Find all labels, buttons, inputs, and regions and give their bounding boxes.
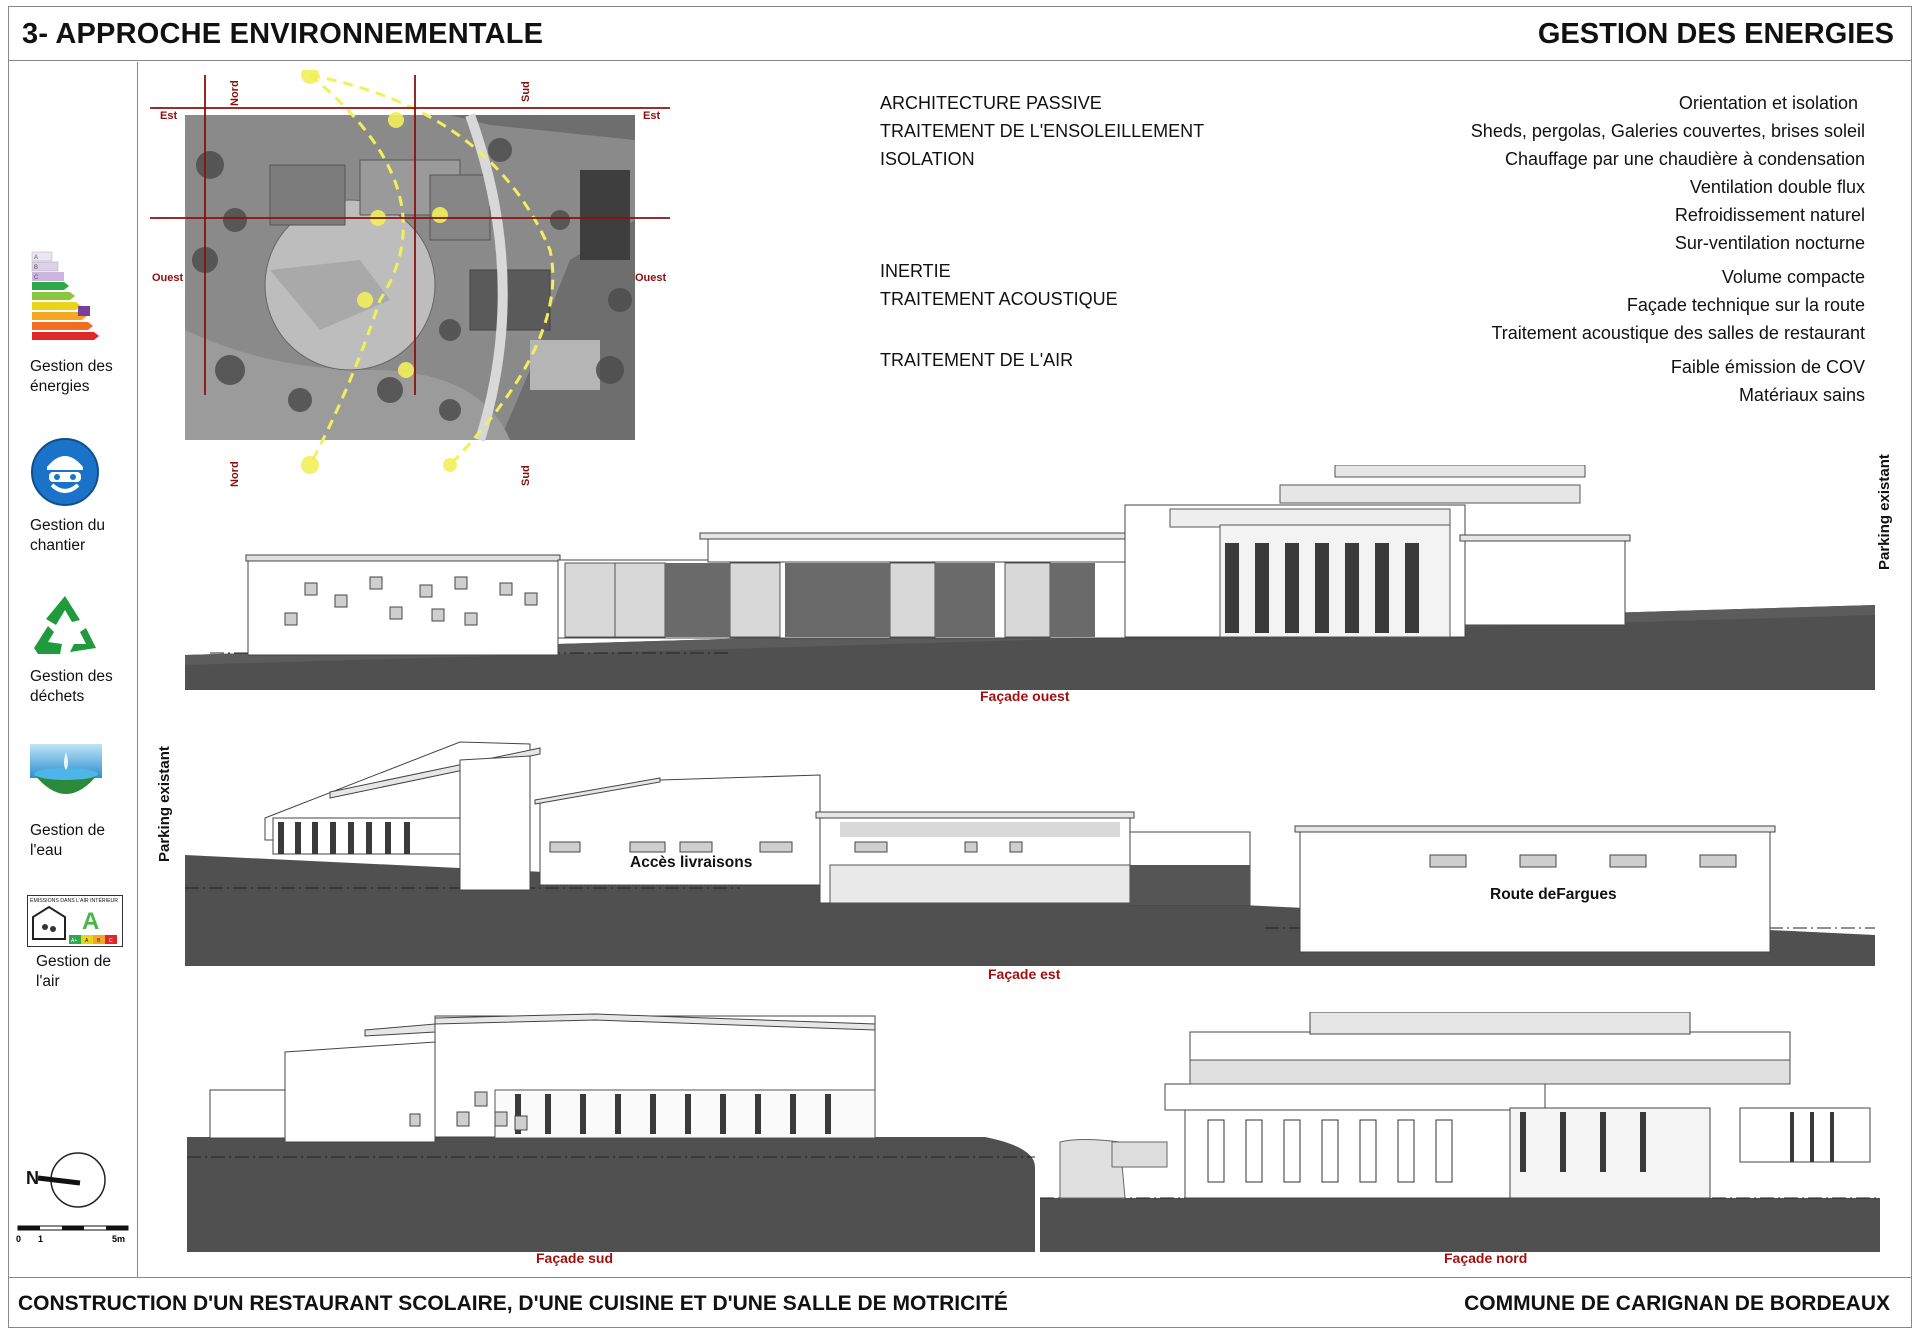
spec-right-item: Chauffage par une chaudière à condensation (1505, 149, 1865, 169)
commune-title: COMMUNE DE CARIGNAN DE BORDEAUX (1464, 1292, 1890, 1315)
facade-est-drawing (180, 740, 1880, 966)
project-title: CONSTRUCTION D'UN RESTAURANT SCOLAIRE, D'UNE CUISINE ET D'UNE SALLE DE MOTRICITÉ (18, 1292, 1008, 1315)
energy-letter: A (34, 255, 39, 261)
acces-livraisons-label: Accès livraisons (630, 854, 753, 871)
spec-left-item: TRAITEMENT DE L'AIR (880, 350, 1074, 370)
page-title: GESTION DES ENERGIES (1537, 18, 1894, 50)
sidebar-item-chantier (30, 437, 130, 556)
spec-left-item: ARCHITECTURE PASSIVE (880, 93, 1102, 113)
recycle-icon (30, 592, 100, 658)
scale-bar (16, 1222, 132, 1244)
site-direction-label: Est (160, 110, 178, 122)
site-plan (150, 70, 670, 495)
facade-nord-label: Façade nord (1444, 1250, 1528, 1266)
spec-left-item: ISOLATION (880, 149, 975, 169)
section-title: 3- APPROCHE ENVIRONNEMENTALE (22, 18, 544, 50)
sidebar-item-dechets (30, 592, 130, 707)
air-label-header: ÉMISSIONS DANS L'AIR INTÉRIEUR (30, 898, 119, 904)
spec-right-item: Traitement acoustique des salles de restaurant (1491, 323, 1865, 343)
sidebar-item-energies (30, 250, 130, 397)
header-bar (8, 6, 1912, 61)
site-direction-label: Est (643, 110, 661, 122)
compass-icon (24, 1150, 108, 1210)
sidebar-item-eau (30, 744, 130, 861)
spec-right-item: Orientation et isolation (1678, 93, 1858, 113)
facade-sud-label: Façade sud (536, 1250, 614, 1266)
facade-nord-drawing (1040, 1012, 1880, 1252)
parking-label: Parking existant (156, 746, 173, 862)
energy-letter: C (34, 275, 39, 281)
spec-right-item: Sheds, pergolas, Galeries couvertes, brises soleil (1470, 121, 1865, 141)
spec-right-item: Façade technique sur la route (1626, 295, 1865, 315)
route-label: Route deFargues (1490, 886, 1617, 903)
facade-sud-drawing (185, 1012, 1035, 1252)
compass-north-label: N (26, 1168, 39, 1188)
air-scale-label: B (97, 938, 101, 944)
safety-helmet-icon (30, 437, 100, 507)
sidebar-item-label: Gestion des déchets (30, 668, 113, 705)
site-direction-label: Nord (229, 461, 241, 487)
air-scale-label: C (109, 938, 113, 944)
spec-right-item: Matériaux sains (1738, 385, 1865, 405)
spec-right-item: Faible émission de COV (1670, 357, 1865, 377)
spec-left-item: TRAITEMENT ACOUSTIQUE (880, 289, 1118, 309)
site-direction-label: Nord (229, 80, 241, 106)
sidebar-item-label: Gestion des énergies (30, 358, 113, 395)
parking-label: Parking existant (1876, 454, 1893, 570)
water-drop-icon (30, 744, 102, 812)
footer-bar (8, 1277, 1912, 1328)
spec-left-item: TRAITEMENT DE L'ENSOLEILLEMENT (880, 121, 1205, 141)
scale-tick: 5m (112, 1234, 126, 1244)
energy-letter: B (34, 265, 39, 271)
spec-right-item: Refroidissement naturel (1674, 205, 1865, 225)
air-scale-label: A (85, 938, 89, 944)
air-scale-label: A+ (71, 938, 78, 944)
sidebar-item-label: Gestion du chantier (30, 517, 105, 554)
site-direction-label: Ouest (635, 272, 667, 284)
site-direction-label: Sud (520, 81, 532, 102)
scale-tick: 0 (16, 1234, 22, 1244)
sidebar-item-air (27, 895, 127, 992)
facade-est-label: Façade est (988, 966, 1061, 982)
spec-left-item: INERTIE (880, 261, 951, 281)
energy-rating-icon (30, 250, 100, 348)
air-label-grade: A (82, 908, 100, 935)
site-direction-label: Sud (520, 465, 532, 486)
facade-ouest-drawing (180, 465, 1880, 690)
spec-right-item: Volume compacte (1721, 267, 1865, 287)
spec-right-item: Sur-ventilation nocturne (1674, 233, 1865, 253)
air-emission-label-icon (27, 895, 123, 947)
facade-ouest-label: Façade ouest (980, 688, 1070, 704)
sidebar-item-label: Gestion de l'air (36, 953, 111, 990)
sidebar-item-label: Gestion de l'eau (30, 822, 105, 859)
site-direction-label: Ouest (152, 272, 184, 284)
scale-tick: 1 (38, 1234, 44, 1244)
spec-right-item: Ventilation double flux (1689, 177, 1865, 197)
site-plan-drawing (150, 70, 670, 495)
